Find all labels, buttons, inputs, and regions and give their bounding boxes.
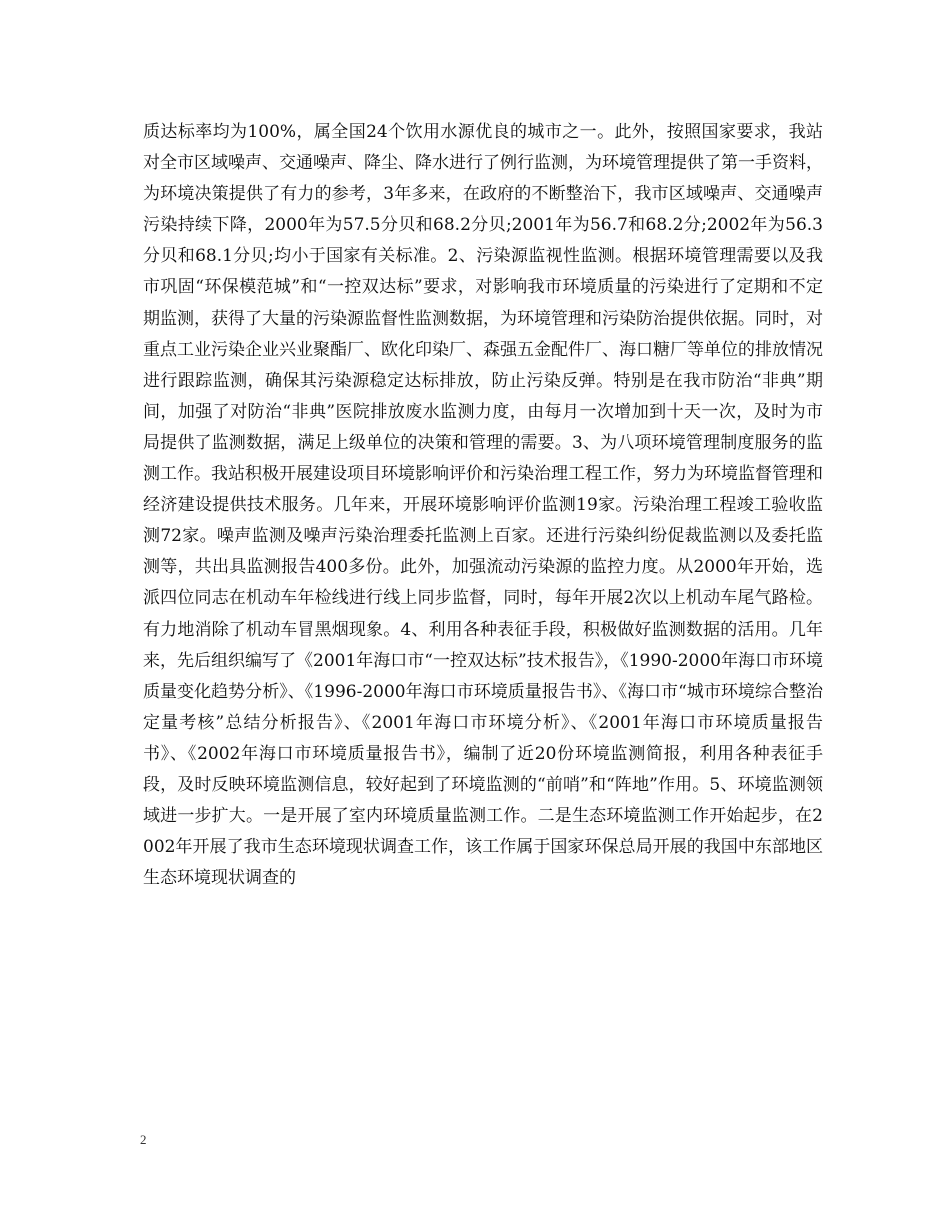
page-number: 2 (140, 1132, 147, 1147)
body-paragraph: 质达标率均为100%，属全国24个饮用水源优良的城市之一。此外，按照国家要求，我站对全市区域噪声、交通噪声、降尘、降水进行了例行监测，为环境管理提供了第一手资料，为环境决策提供了有力的参考，3年多来，在政府的不断整治下，我市区域噪声、交通噪声污染持续下降，2000年为57.5分贝和68.2分贝;2001年为56.7和68.2分;2002年为56.3分贝和68.1分贝;均小于国家有关标准。2、污染源监视性监测。根据环境管理需要以及我市巩固“环保模范城”和“一控双达标”要求，对影响我市环境质量的污染进行了定期和不定期监测，获得了大量的污染源监督性监测数据，为环境管理和污染防治提供依据。同时，对重点工业污染企业兴业聚酯厂、欧化印染厂、森强五金配件厂、海口糖厂等单位的排放情况进行跟踪监测，确保其污染源稳定达标排放，防止污染反弹。特别是在我市防治“非典”期间，加强了对防治“非典”医院排放废水监测力度，由每月一次增加到十天一次，及时为市局提供了监测数据，满足上级单位的决策和管理的需要。3、为八项环境管理制度服务的监测工作。我站积极开展建设项目环境影响评价和污染治理工程工作，努力为环境监督管理和经济建设提供技术服务。几年来，开展环境影响评价监测19家。污染治理工程竣工验收监测72家。噪声监测及噪声污染治理委托监测上百家。还进行污染纠纷促裁监测以及委托监测等，共出具监测报告400多份。此外，加强流动污染源的监控力度。从2000年开始，选派四位同志在机动车年检线进行线上同步监督，同时，每年开展2次以上机动车尾气路检。有力地消除了机动车冒黑烟现象。4、利用各种表征手段，积极做好监测数据的活用。几年来，先后组织编写了《2001年海口市“一控双达标”技术报告》，《1990-2000年海口市环境质量变化趋势分析》、《1996-2000年海口市环境质量报告书》、《海口市“城市环境综合整治定量考核”总结分析报告》、《2001年海口市环境分析》、《2001年海口市环境质量报告书》、《2002年海口市环境质量报告书》，编制了近20份环境监测简报，利用各种表征手段，及时反映环境监测信息，较好起到了环境监测的“前哨”和“阵地”作用。5、环境监测领域进一步扩大。一是开展了室内环境质量监测工作。二是生态环境监测工作开始起步，在2002年开展了我市生态环境现状调查工作，该工作属于国家环保总局开展的我国中东部地区生态环境现状调查的 (143, 122, 823, 889)
